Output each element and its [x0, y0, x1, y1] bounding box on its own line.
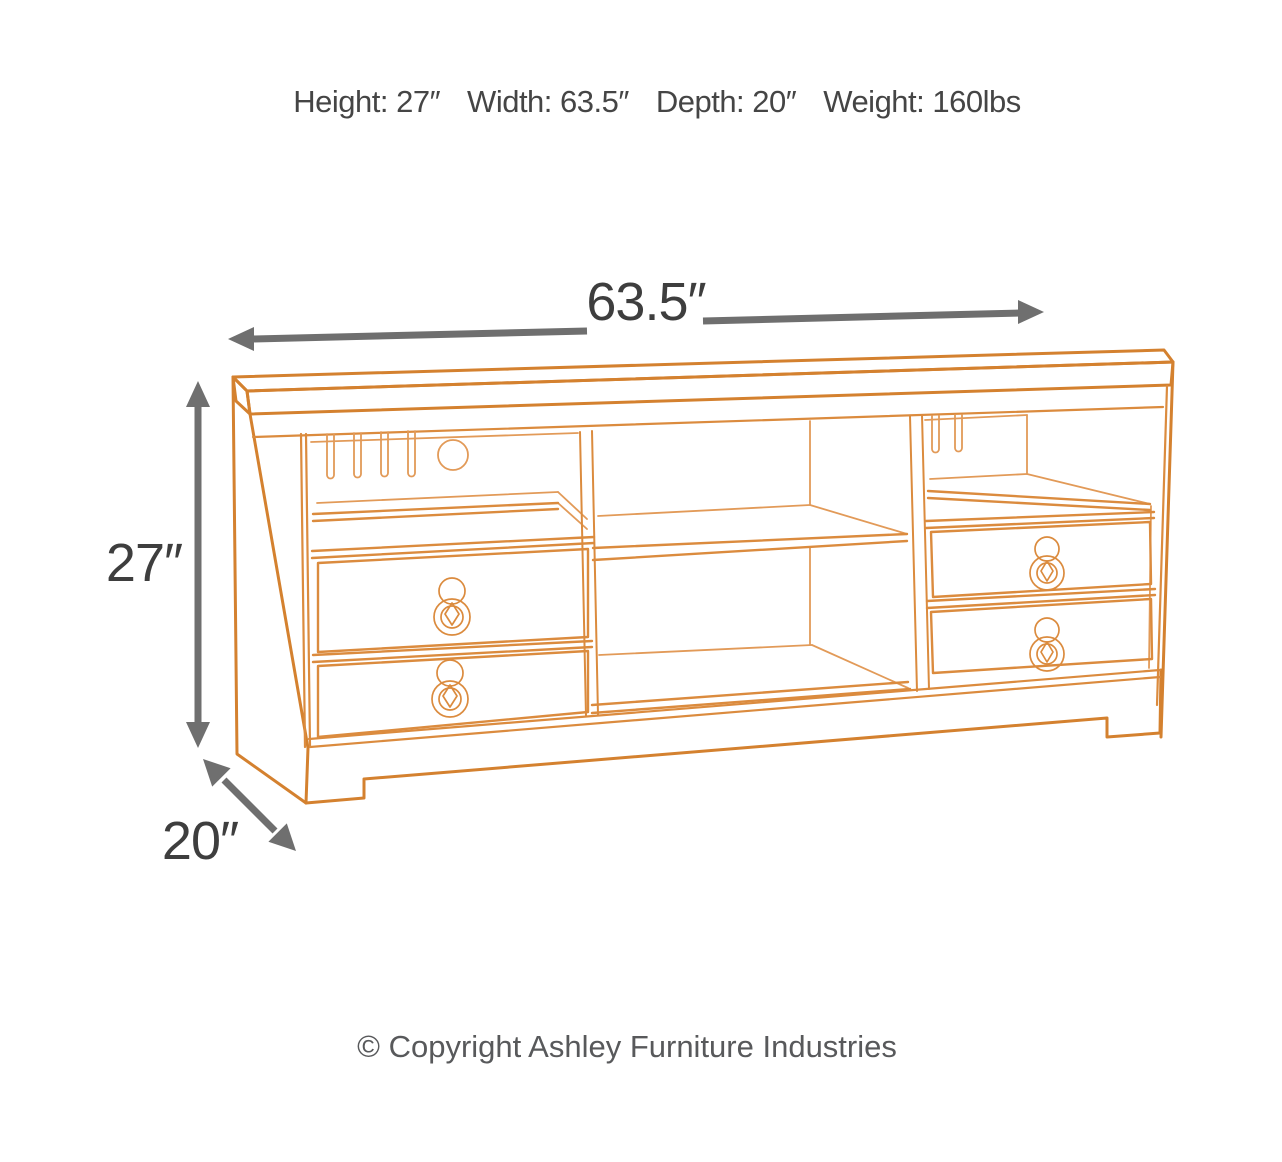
width-arrow	[228, 300, 1044, 351]
spec-depth: Depth: 20″	[655, 84, 797, 119]
dimension-arrows	[186, 300, 1044, 851]
depth-dimension-label: 20″	[161, 811, 239, 871]
width-dimension-label: 63.5″	[586, 272, 706, 332]
copyright-notice: © Copyright Ashley Furniture Industries	[357, 1029, 897, 1064]
spec-weight: Weight: 160lbs	[823, 84, 1021, 119]
height-dimension-label: 27″	[105, 533, 183, 593]
spec-width: Width: 63.5″	[467, 84, 629, 119]
drawer-handles	[432, 537, 1064, 717]
height-arrow	[186, 381, 210, 748]
tv-stand-outline	[233, 350, 1173, 803]
depth-arrow	[203, 759, 296, 851]
spec-height: Height: 27″	[293, 84, 441, 119]
